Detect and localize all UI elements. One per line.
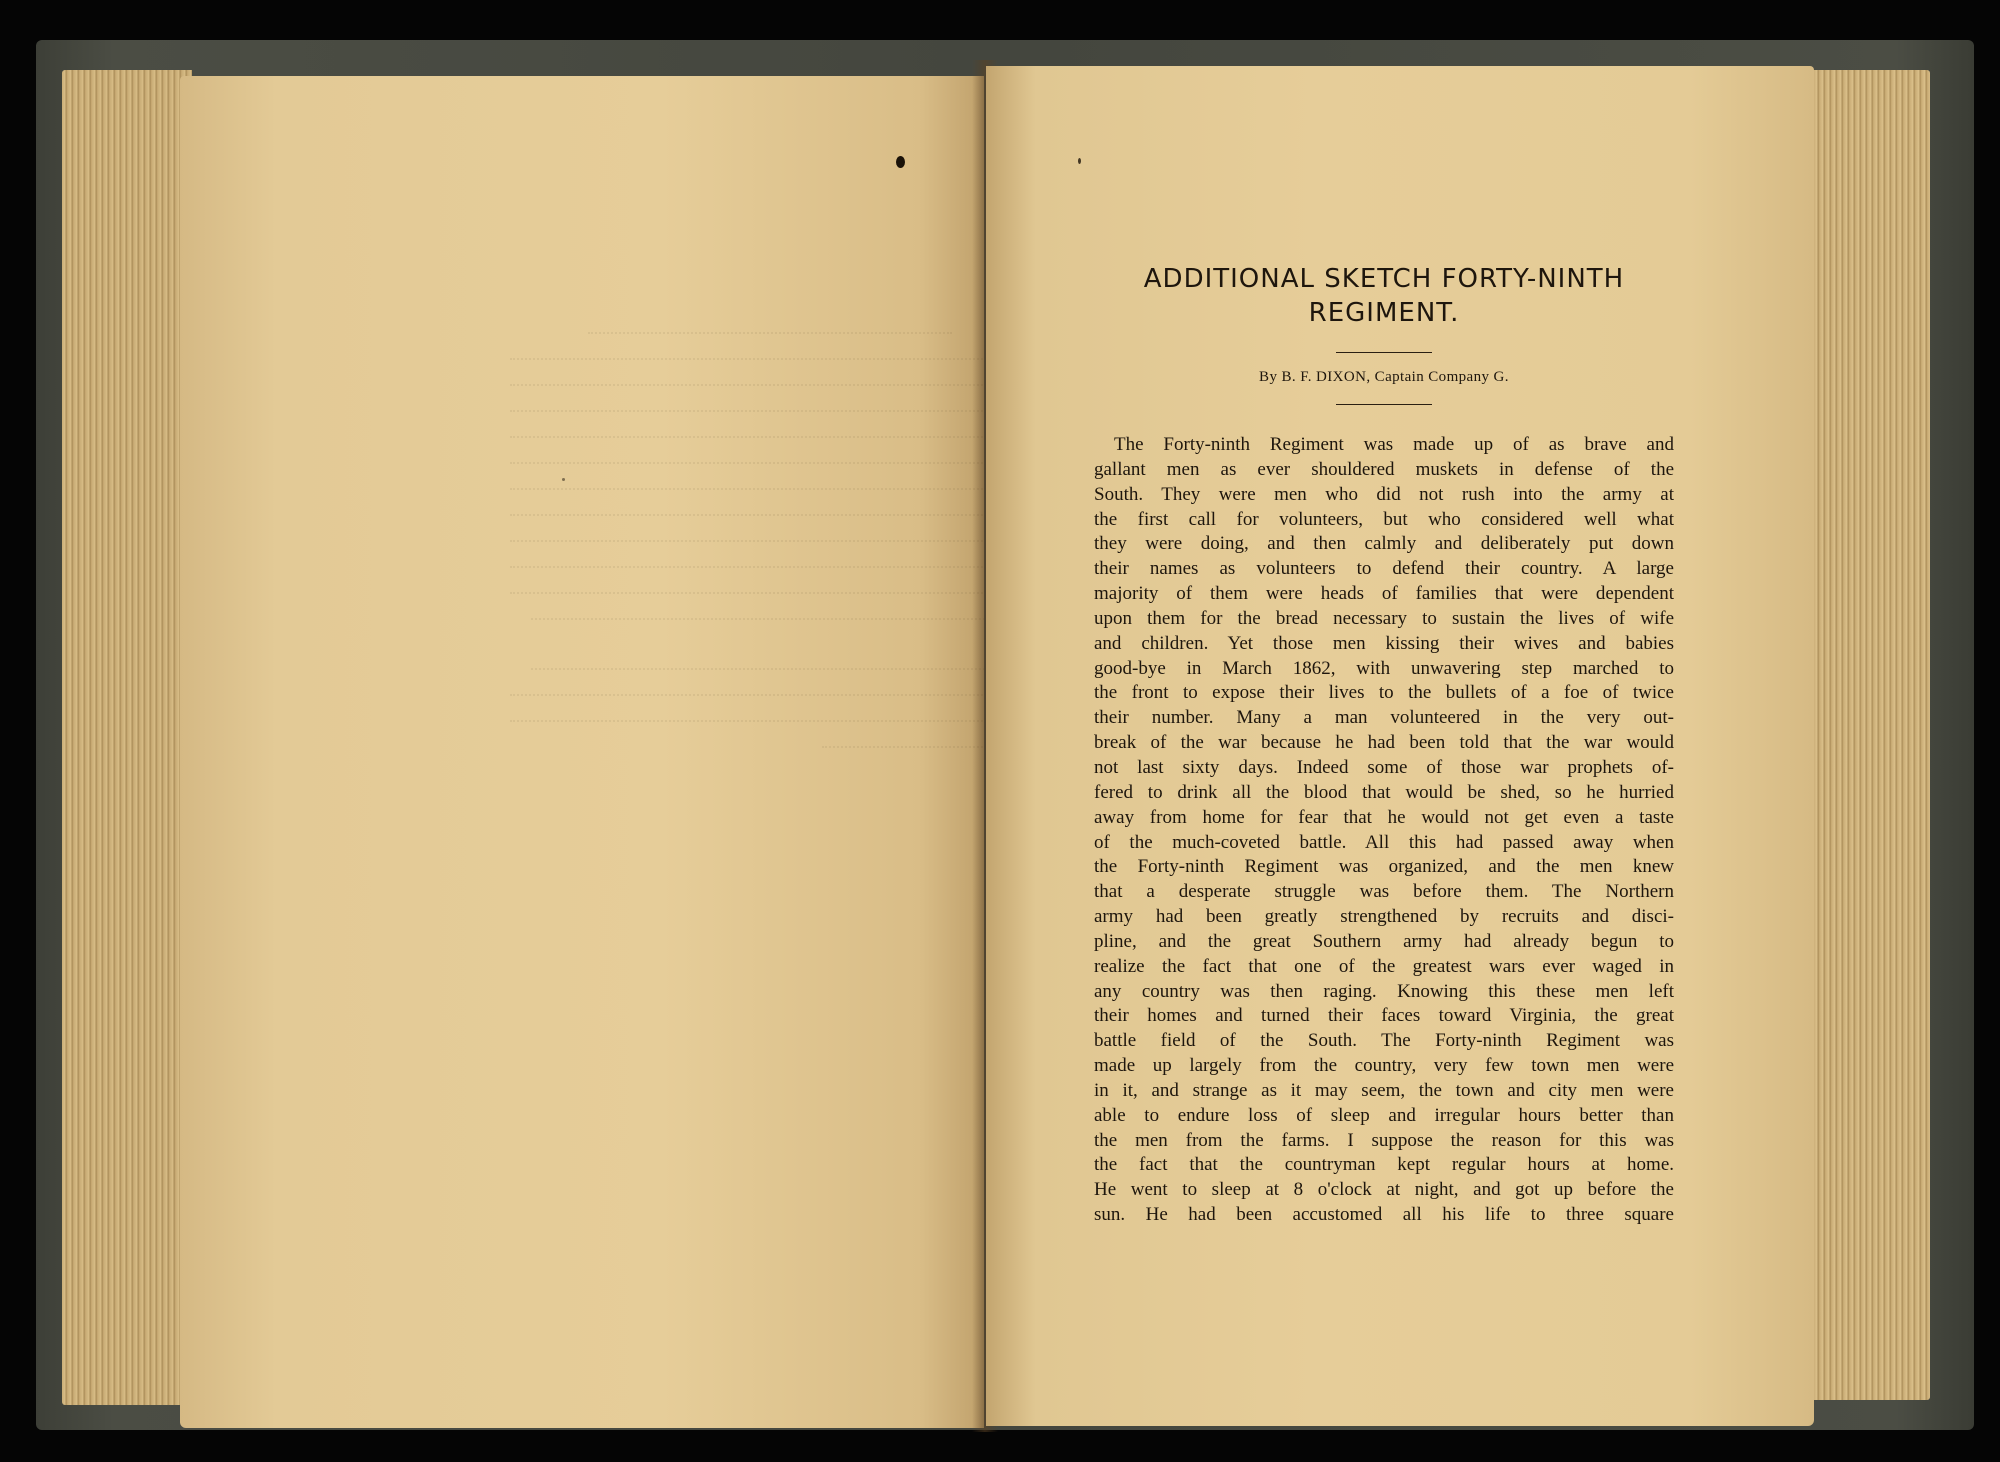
body-line: South. They were men who did not rush into the army at	[1094, 483, 1674, 505]
ink-spot	[896, 156, 905, 168]
body-line: fered to drink all the blood that would be shed, so he hurried	[1094, 781, 1674, 803]
body-line: The Forty-ninth Regiment was made up of as brave and	[1114, 434, 1674, 455]
body-line: realize the fact that one of the greatest wars ever waged in	[1094, 955, 1674, 977]
body-line: their homes and turned their faces toward Virginia, the great	[1094, 1005, 1674, 1027]
author-byline: By B. F. DIXON, Captain Company G.	[1259, 369, 1509, 385]
body-line: of the much-coveted battle. All this had passed away when	[1094, 831, 1674, 853]
title-divider	[1336, 352, 1432, 353]
body-line: sun. He had been accustomed all his life to three square	[1094, 1204, 1674, 1226]
body-line: not last sixty days. Indeed some of those war prophets of-	[1094, 756, 1674, 778]
body-line: battle field of the South. The Forty-ninth Regiment was	[1094, 1030, 1674, 1052]
body-line: break of the war because he had been told that the war would	[1094, 732, 1674, 754]
article-body	[1094, 433, 1674, 1228]
body-line: the first call for volunteers, but who considered well what	[1094, 508, 1674, 530]
body-line: they were doing, and then calmly and deliberately put down	[1094, 533, 1674, 555]
body-line: any country was then raging. Knowing this these men left	[1094, 980, 1674, 1002]
body-line: able to endure loss of sleep and irregular hours better than	[1094, 1104, 1674, 1126]
body-line: their names as volunteers to defend their country. A large	[1094, 558, 1674, 580]
byline-divider	[1336, 404, 1432, 405]
right-page	[986, 66, 1814, 1426]
article-title: ADDITIONAL SKETCH FORTY-NINTH REGIMENT.	[1143, 264, 1625, 328]
bleed-through-text	[510, 308, 984, 728]
body-line: in it, and strange as it may seem, the town and city men were	[1094, 1079, 1674, 1101]
left-page	[180, 76, 984, 1428]
body-line: that a desperate struggle was before them. The Northern	[1094, 881, 1674, 903]
body-line: made up largely from the country, very few town men were	[1094, 1055, 1674, 1077]
left-page-edges	[62, 70, 192, 1405]
body-line: gallant men as ever shouldered muskets in defense of the	[1094, 458, 1674, 480]
body-line: pline, and the great Southern army had already begun to	[1094, 930, 1674, 952]
ink-speck	[1078, 158, 1081, 164]
body-line: upon them for the bread necessary to sustain the lives of wife	[1094, 607, 1674, 629]
body-line: the men from the farms. I suppose the reason for this was	[1094, 1129, 1674, 1151]
ink-speck	[562, 478, 565, 481]
body-line: good-bye in March 1862, with unwavering step marched to	[1094, 657, 1674, 679]
page-content	[1094, 262, 1674, 1228]
body-line: and children. Yet those men kissing their wives and babies	[1094, 632, 1674, 654]
body-line: the Forty-ninth Regiment was organized, and the men knew	[1094, 856, 1674, 878]
body-line: away from home for fear that he would not get even a taste	[1094, 806, 1674, 828]
right-page-edges	[1802, 70, 1930, 1400]
body-line: He went to sleep at 8 o'clock at night, and got up before the	[1094, 1179, 1674, 1201]
body-line: their number. Many a man volunteered in the very out-	[1094, 707, 1674, 729]
body-line: the fact that the countryman kept regular hours at home.	[1094, 1154, 1674, 1176]
body-line: army had been greatly strengthened by recruits and disci-	[1094, 906, 1674, 928]
body-line: the front to expose their lives to the bullets of a foe of twice	[1094, 682, 1674, 704]
body-line: majority of them were heads of families that were dependent	[1094, 583, 1674, 605]
